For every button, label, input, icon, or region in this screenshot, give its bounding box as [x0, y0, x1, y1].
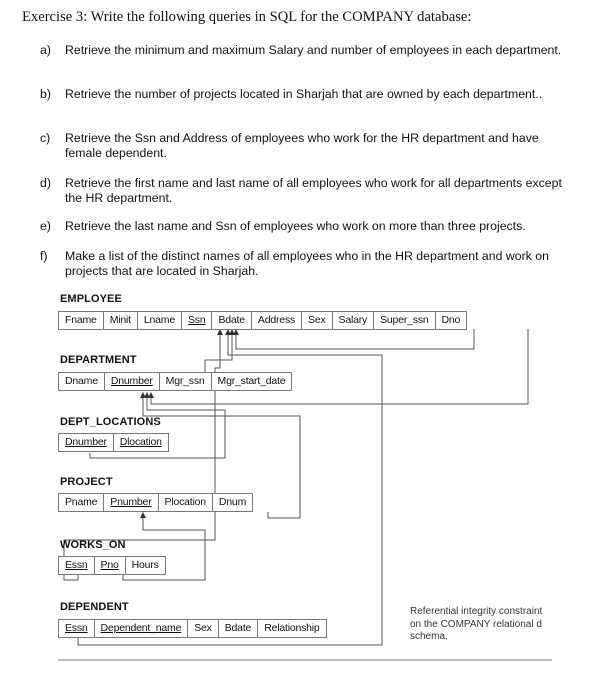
attr-dependent-name: Dependent_name — [95, 620, 189, 637]
question-label: e) — [40, 219, 51, 233]
question-label: c) — [40, 131, 51, 145]
attr-fname: Fname — [59, 312, 104, 329]
attr-dno: Dno — [441, 314, 461, 326]
question-label: b) — [40, 87, 51, 101]
attr-bdate: Bdate — [219, 620, 258, 637]
attr-dname: Dname — [59, 373, 105, 390]
attr-mgr-start-date: Mgr_start_date — [217, 375, 286, 387]
attr-pno: Pno — [95, 557, 126, 574]
attr-dnum: Dnum — [218, 496, 247, 508]
attr-dlocation: Dlocation — [119, 436, 162, 448]
relation-project — [58, 493, 253, 512]
attr-minit: Minit — [104, 312, 138, 329]
attr-essn: Essn — [59, 620, 95, 637]
relation-dependent — [58, 619, 327, 638]
attr-lname: Lname — [138, 312, 182, 329]
relation-employee — [58, 311, 467, 330]
question-label: a) — [40, 43, 51, 57]
question-text: Make a list of the distinct names of all employees who in the HR department and work on projects that are located in Sharjah. — [65, 249, 549, 278]
attr-super-ssn: Super_ssn — [374, 312, 435, 329]
attr-pnumber: Pnumber — [104, 494, 158, 511]
attr-ssn: Ssn — [182, 312, 213, 329]
question-text: Retrieve the first name and last name of all employees who work for all departments except the HR department. — [65, 176, 562, 205]
question-label: f) — [40, 249, 48, 263]
attr-hours: Hours — [131, 559, 159, 571]
attr-relationship: Relationship — [264, 622, 320, 634]
question-text: Retrieve the Ssn and Address of employees who work for the HR department and have female dependent. — [65, 131, 539, 160]
attr-bdate: Bdate — [212, 312, 251, 329]
attr-mgr-ssn: Mgr_ssn — [160, 373, 212, 390]
caption-line: on the COMPANY relational d — [410, 618, 542, 630]
relation-name-dependent: DEPENDENT — [60, 601, 129, 613]
caption-line: Referential integrity constraint — [410, 606, 543, 617]
relation-dept-locations — [58, 433, 169, 452]
attr-salary: Salary — [333, 312, 375, 329]
caption-line: schema. — [410, 631, 448, 642]
relation-name-department: DEPARTMENT — [60, 354, 137, 366]
attr-essn: Essn — [59, 557, 95, 574]
relation-name-works-on: WORKS_ON — [60, 539, 126, 551]
attr-pname: Pname — [59, 494, 104, 511]
exercise-title: Exercise 3: Write the following queries in SQL for the COMPANY database: — [22, 9, 472, 25]
attr-dnumber: Dnumber — [105, 373, 160, 390]
attr-dnumber: Dnumber — [59, 434, 114, 451]
relation-works-on — [58, 556, 166, 575]
relation-name-dept-locations: DEPT_LOCATIONS — [60, 416, 161, 428]
attr-plocation: Plocation — [159, 494, 213, 511]
question-text: Retrieve the last name and Ssn of employees who work on more than three projects. — [65, 219, 526, 233]
relation-name-project: PROJECT — [60, 476, 113, 488]
question-label: d) — [40, 176, 51, 190]
attr-address: Address — [252, 312, 302, 329]
fk-line-dno — [151, 329, 528, 404]
relation-department — [58, 372, 292, 391]
question-text: Retrieve the number of projects located in Sharjah that are owned by each department.. — [65, 87, 543, 101]
arrowhead — [148, 392, 154, 398]
figure-caption — [410, 606, 560, 644]
fk-line-super-ssn — [236, 329, 474, 349]
attr-sex: Sex — [302, 312, 333, 329]
arrowhead — [140, 512, 146, 518]
relation-name-employee: EMPLOYEE — [60, 293, 122, 305]
question-text: Retrieve the minimum and maximum Salary and number of employees in each department. — [65, 43, 562, 57]
attr-sex: Sex — [188, 620, 219, 637]
